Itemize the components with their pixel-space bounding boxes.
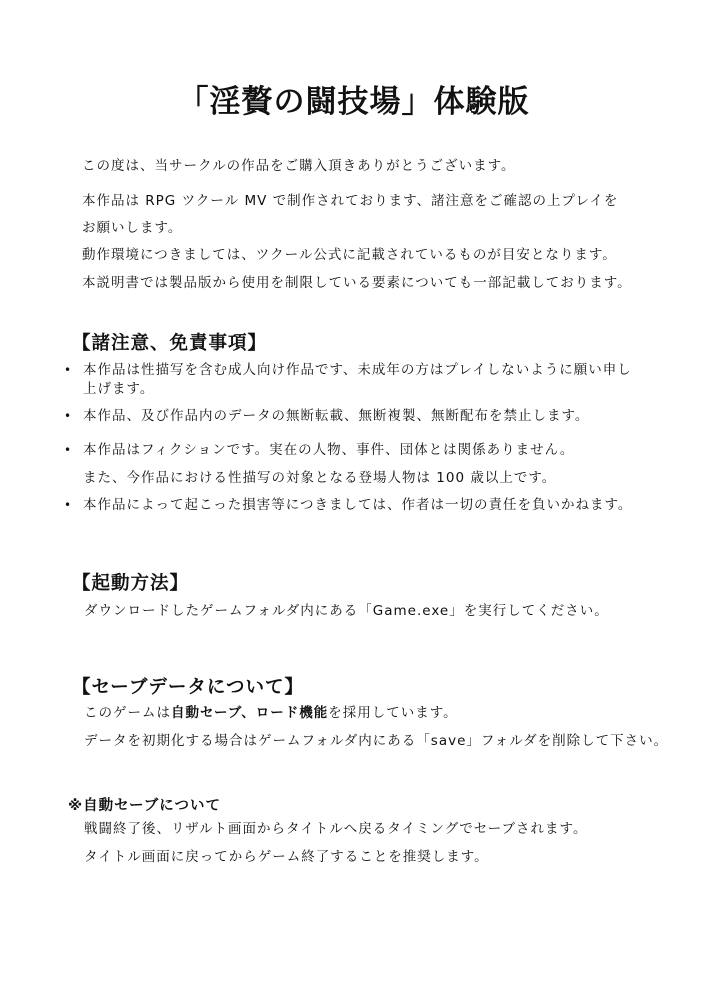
notice-item-3-continuation: また、今作品における性描写の対象となる登場人物は 100 歳以上です。 (83, 470, 557, 486)
save-line-1-before: このゲームは (84, 705, 171, 721)
save-line-2: データを初期化する場合はゲームフォルダ内にある「save」フォルダを削除して下さい。 (84, 733, 669, 749)
intro-line-3: お願いします。 (82, 220, 183, 236)
intro-line-5: 本説明書では製品版から使用を制限している要素についても一部記載しております。 (82, 275, 632, 291)
save-line-1-after: を採用しています。 (328, 705, 458, 721)
notice-item-1 (64, 361, 644, 401)
intro-line-2: 本作品は RPG ツクール MV で制作されております、諸注意をご確認の上プレイを (82, 193, 619, 209)
intro-line-4: 動作環境につきましては、ツクール公式に記載されているものが目安となります。 (82, 247, 617, 263)
notice-item-2 (64, 407, 644, 427)
document-title: 「淫贅の闘技場」体験版 (177, 84, 530, 120)
notice-item-text: 本作品、及び作品内のデータの無断転載、無断複製、無断配布を禁止します。 (83, 408, 590, 424)
bullet-icon: • (64, 409, 73, 423)
save-heading: 【セーブデータについて】 (72, 677, 304, 698)
notice-item-text: 本作品によって起こった損害等につきましては、作者は一切の責任を負いかねます。 (83, 497, 633, 513)
notice-item-text: 本作品はフィクションです。実在の人物、事件、団体とは関係ありません。 (83, 442, 575, 458)
notice-item-4 (64, 496, 644, 516)
bullet-icon: • (64, 443, 73, 457)
bullet-icon: • (64, 363, 73, 377)
notice-item-text: 本作品は性描写を含む成人向け作品です、未成年の方はプレイしないように願い申し上げます。 (83, 362, 632, 397)
intro-line-1: この度は、当サークルの作品をご購入頂きありがとうございます。 (82, 158, 516, 174)
notice-heading: 【諸注意、免責事項】 (72, 333, 268, 354)
launch-text: ダウンロードしたゲームフォルダ内にある「Game.exe」を実行してください。 (84, 603, 609, 619)
save-line-1-separator: 、 (241, 705, 256, 721)
save-line-1 (84, 704, 458, 723)
notice-item-3 (64, 441, 644, 461)
autosave-line-1: 戦闘終了後、リザルト画面からタイトルへ戻るタイミングでセーブされます。 (84, 821, 588, 837)
bullet-icon: • (64, 498, 73, 512)
autosave-heading: ※自動セーブについて (68, 798, 222, 814)
load-function-label: ロード機能 (255, 705, 329, 721)
auto-save-label: 自動セーブ (171, 705, 242, 721)
autosave-line-2: タイトル画面に戻ってからゲーム終了することを推奨します。 (84, 849, 489, 865)
launch-heading: 【起動方法】 (72, 573, 190, 594)
